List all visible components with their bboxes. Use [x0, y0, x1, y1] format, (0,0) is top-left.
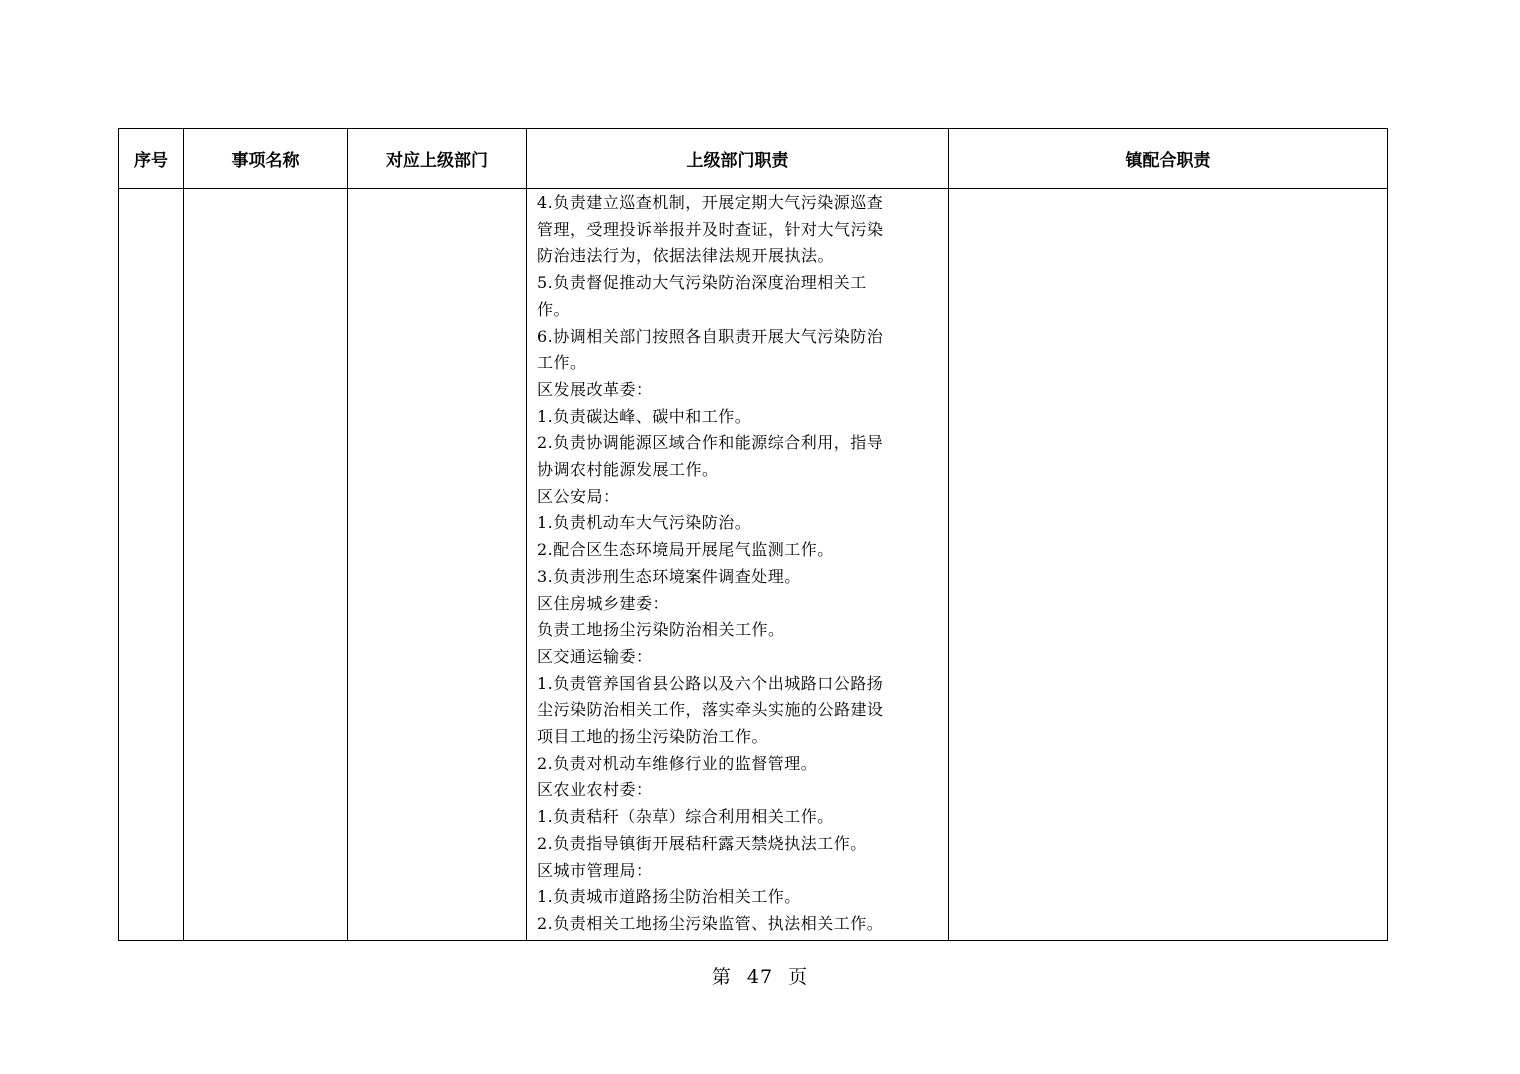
duty-line: 区交通运输委： [537, 646, 653, 666]
duty-line: 1.负责机动车大气污染防治。 [537, 513, 752, 533]
duty-line: 区农业农村委： [537, 780, 653, 800]
table-row [119, 189, 1388, 941]
duty-line: 2.负责相关工地扬尘污染监管、执法相关工作。 [537, 913, 884, 933]
duty-line: 2.负责指导镇街开展秸秆露天禁烧执法工作。 [537, 833, 867, 853]
duty-line: 尘污染防治相关工作，落实牵头实施的公路建设 [537, 700, 884, 720]
duty-line: 区公安局： [537, 486, 620, 506]
cell-seq [119, 189, 184, 941]
header-seq: 序号 [119, 129, 184, 189]
duty-line: 5.负责督促推动大气污染防治深度治理相关工 [537, 273, 867, 293]
duty-line: 区发展改革委： [537, 379, 653, 399]
header-superior-dept: 对应上级部门 [348, 129, 527, 189]
duty-line: 1.负责秸秆（杂草）综合利用相关工作。 [537, 807, 834, 827]
cell-superior-duty [527, 189, 949, 941]
header-superior-duty: 上级部门职责 [527, 129, 949, 189]
duty-line: 2.配合区生态环境局开展尾气监测工作。 [537, 540, 834, 560]
page-footer [0, 962, 1520, 989]
duties-table [118, 128, 1388, 941]
duty-line: 6.协调相关部门按照各自职责开展大气污染防治 [537, 326, 884, 346]
duty-line: 区城市管理局： [537, 860, 653, 880]
duty-line: 防治违法行为，依据法律法规开展执法。 [537, 246, 835, 266]
duty-line: 2.负责协调能源区域合作和能源综合利用，指导 [537, 433, 884, 453]
duty-line: 1.负责城市道路扬尘防治相关工作。 [537, 887, 801, 907]
table-header-row [119, 129, 1388, 189]
superior-duty-text [527, 189, 948, 938]
duty-line: 负责工地扬尘污染防治相关工作。 [537, 620, 785, 640]
duty-line: 作。 [537, 299, 571, 319]
header-town-duty: 镇配合职责 [949, 129, 1388, 189]
duty-line: 项目工地的扬尘污染防治工作。 [537, 727, 769, 747]
duty-line: 区住房城乡建委： [537, 593, 670, 613]
page-label-suffix: 页 [788, 966, 809, 988]
duty-line: 3.负责涉刑生态环境案件调查处理。 [537, 566, 801, 586]
cell-superior-dept [348, 189, 527, 941]
page-label-prefix: 第 [711, 966, 732, 988]
cell-item-name [184, 189, 348, 941]
cell-town-duty [949, 189, 1388, 941]
duty-line: 协调农村能源发展工作。 [537, 460, 719, 480]
duty-line: 管理，受理投诉举报并及时查证，针对大气污染 [537, 219, 884, 239]
duty-line: 1.负责管养国省县公路以及六个出城路口公路扬 [537, 673, 884, 693]
duty-line: 1.负责碳达峰、碳中和工作。 [537, 406, 752, 426]
duty-line: 工作。 [537, 353, 587, 373]
duty-line: 4.负责建立巡查机制，开展定期大气污染源巡查 [537, 193, 884, 212]
duty-line: 2.负责对机动车维修行业的监督管理。 [537, 753, 818, 773]
page-number: 47 [746, 966, 774, 988]
header-item-name: 事项名称 [184, 129, 348, 189]
